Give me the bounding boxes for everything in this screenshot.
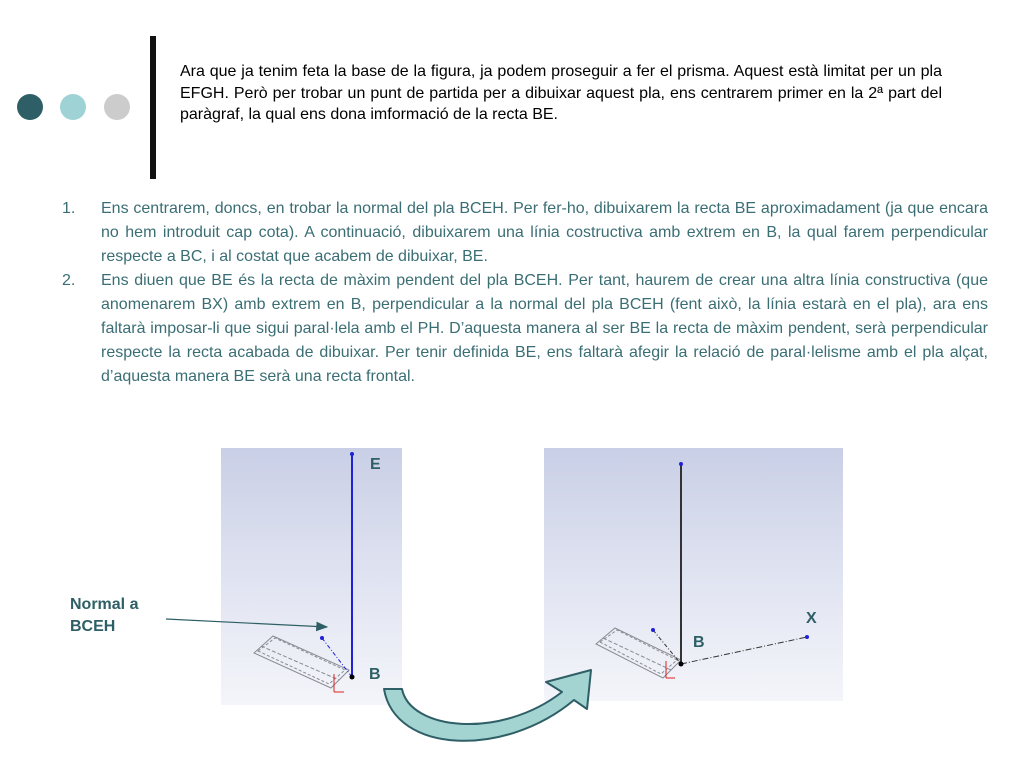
- list-item-text: Ens centrarem, doncs, en trobar la normal del pla BCEH. Per fer-ho, dibuixarem la recta BE aproximadament (ja que encara no hem introduit cap cota). A continuació, dibuixarem una línia costructiva amb extrem en B, la qual farem perpendicular respecte a BC, i al costat que acabem de dibuixar, BE.: [101, 200, 988, 265]
- callout-pointer-arrow: [166, 619, 327, 627]
- label-point-b-left: B: [369, 666, 381, 683]
- label-point-b-right: B: [693, 634, 705, 651]
- list-item-text: Ens diuen que BE és la recta de màxim pendent del pla BCEH. Per tant, haurem de crear una altra línia constructiva (que anomenarem BX) amb extrem en B, perpendicular a la normal del pla BCEH (fent això, la línia estarà en el pla), ara ens faltarà imposar-li que sigui paral·lela amb el PH. D’aquesta manera al ser BE la recta de màxim pendent, serà perpendicular respecte la recta acabada de dibuixar. Per tenir definida BE, ens faltarà afegir la relació de paral·lelisme amb el pla alçat, d’aquesta manera BE serà una recta frontal.: [101, 272, 988, 385]
- callout-normal-label: Normal a BCEH: [70, 596, 139, 635]
- list-item-number: 2.: [62, 272, 76, 289]
- curved-transition-arrow: [384, 670, 591, 741]
- list-item-number: 1.: [62, 200, 76, 217]
- label-point-e: E: [370, 456, 381, 473]
- label-point-x: X: [806, 610, 817, 627]
- intro-paragraph: Ara que ja tenim feta la base de la figura, ja podem proseguir a fer el prisma. Aquest està limitat per un pla EFGH. Però per trobar un punt de partida per a dibuixar aquest pla, ens centrarem primer en la 2ª part del paràgraf, la qual ens dona imformació de la recta BE.: [180, 63, 942, 123]
